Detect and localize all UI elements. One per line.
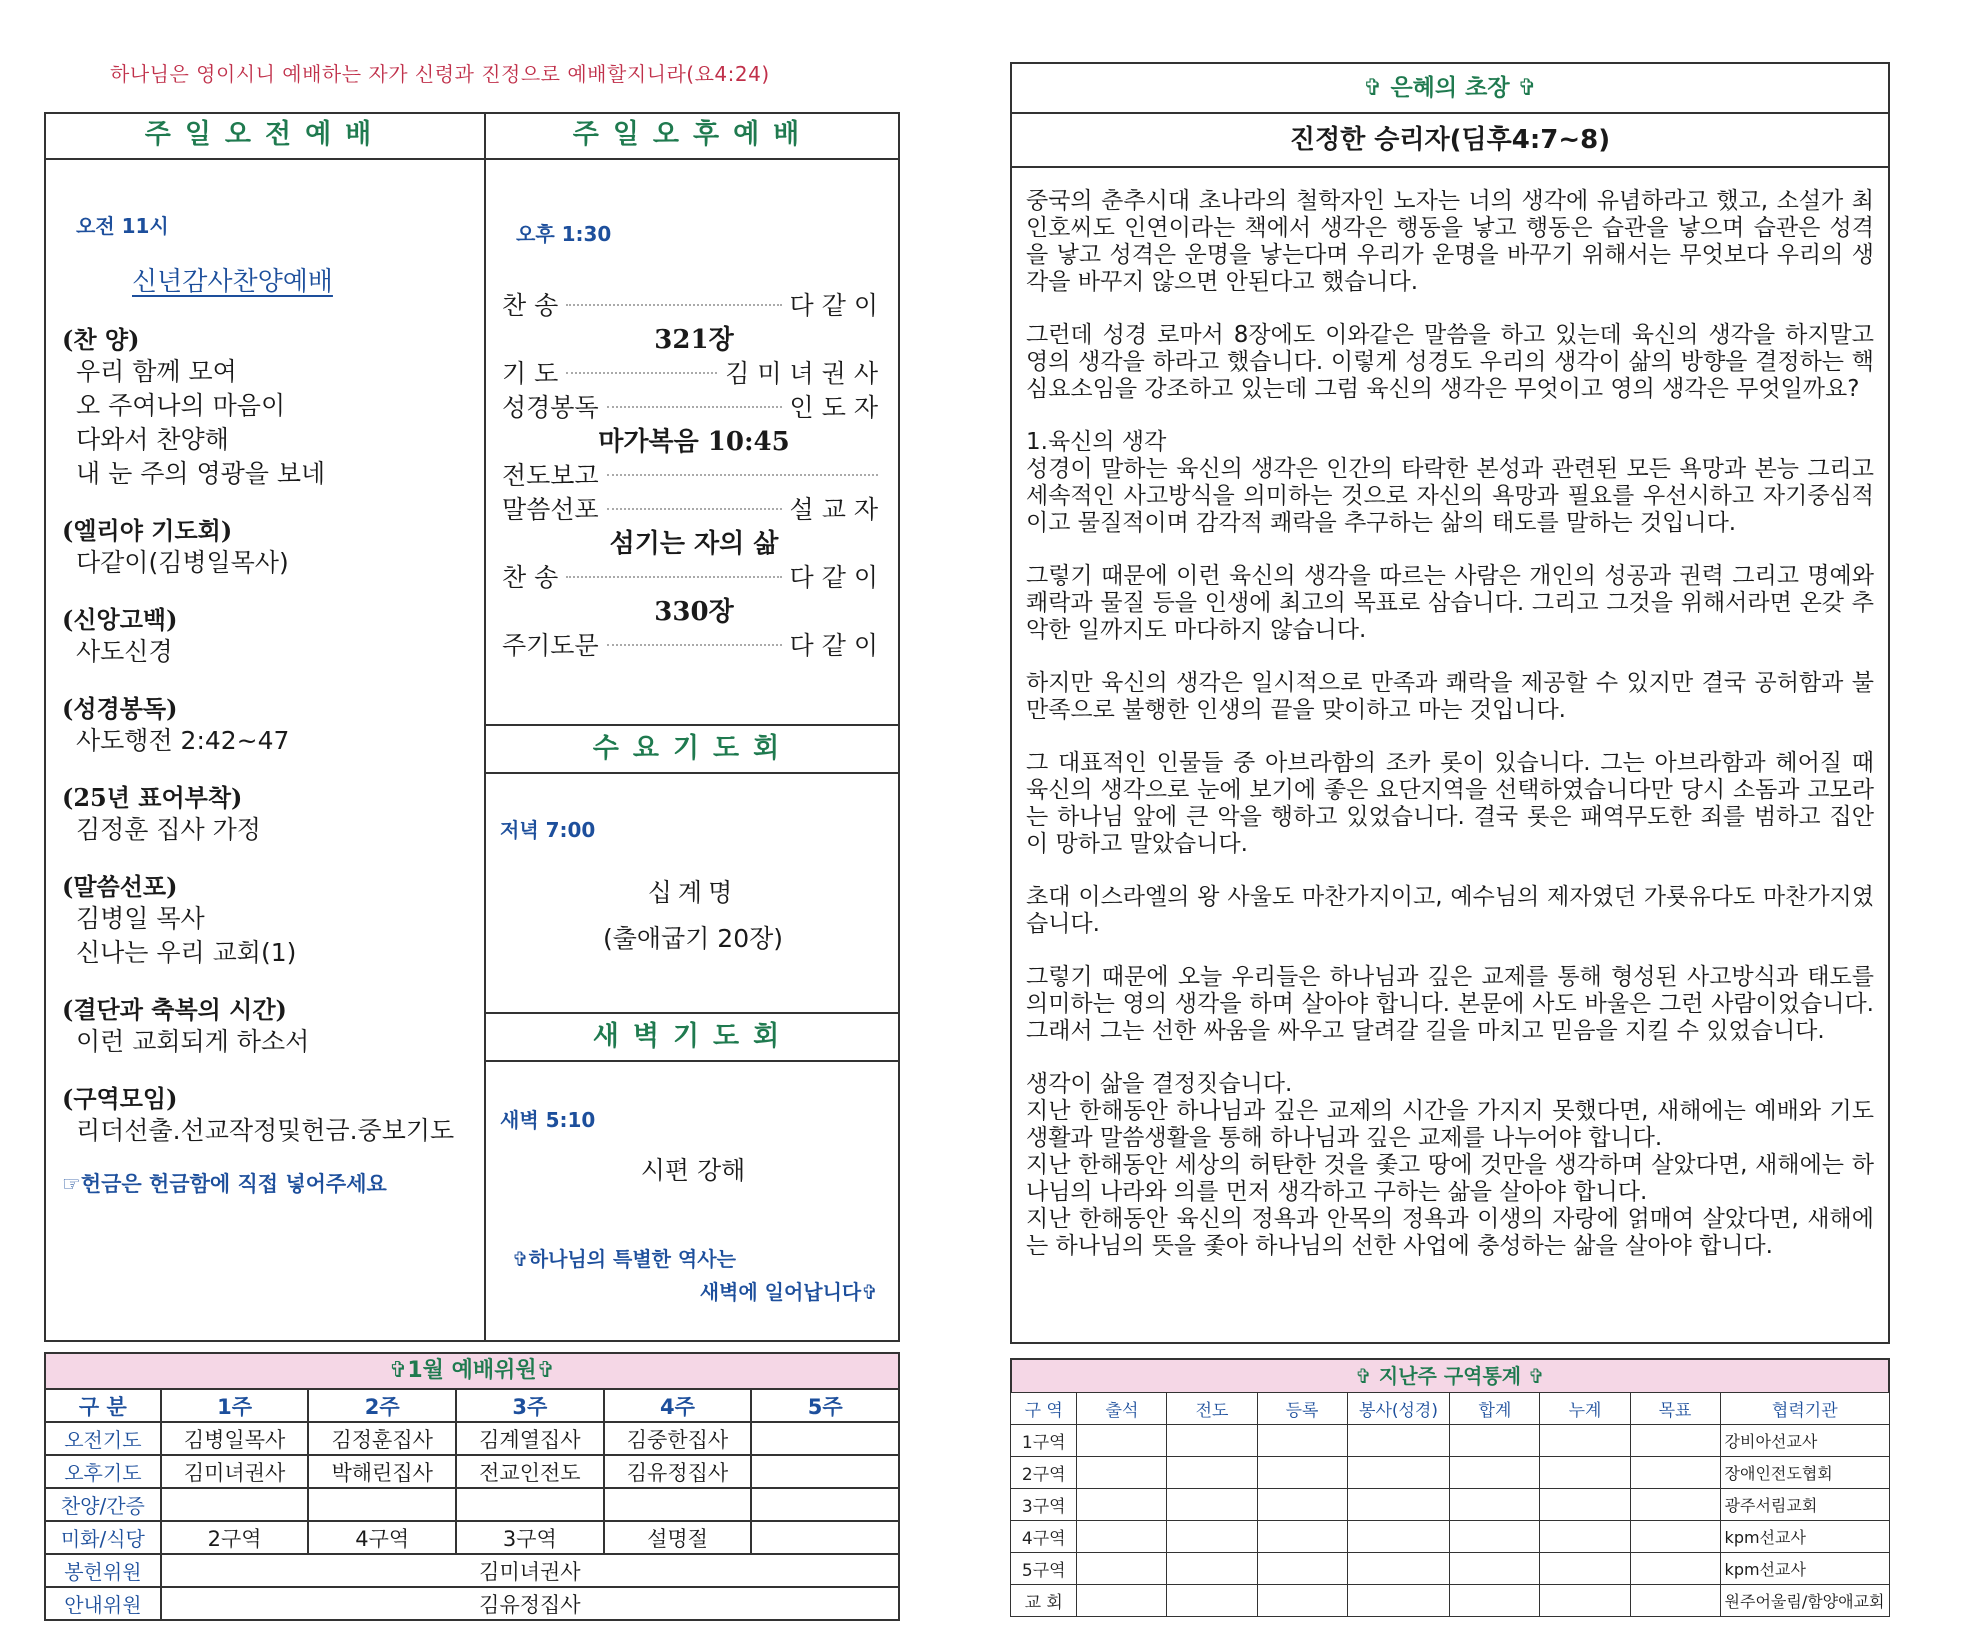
stats-cell [1167, 1489, 1257, 1521]
program-item-label: 주기도문 [502, 631, 599, 660]
duty-row [45, 1488, 899, 1521]
afternoon-service-title: 주일오후예배 [486, 114, 900, 160]
stats-cell [1077, 1521, 1167, 1553]
program-row [502, 561, 886, 595]
duty-cell: 김계열집사 [456, 1422, 604, 1455]
article-paragraph: 1.육신의 생각 성경이 말하는 육신의 생각은 인간의 타락한 본성과 관련된 모든 욕망과 본능 그리고 세속적인 사고방식을 의미하는 것으로 자신의 욕망과 필요를 우선시하고 자기중심적이고 물질적이며 감각적 쾌락을 추구하는 삶의 태도를 말하는 것입니다. [1026, 429, 1874, 536]
dotted-leader [607, 508, 782, 510]
program-row [502, 459, 886, 493]
duty-row-label: 오후기도 [45, 1455, 161, 1488]
morning-service-title: 주일오전예배 [46, 114, 484, 160]
stats-cell [1630, 1489, 1720, 1521]
duty-cell [751, 1422, 899, 1455]
stats-cell [1540, 1489, 1630, 1521]
duty-table [44, 1388, 900, 1621]
duty-row-label: 안내위원 [45, 1587, 161, 1620]
stats-cell [1077, 1425, 1167, 1457]
stats-row-label: 1구역 [1011, 1425, 1077, 1457]
section-line: 우리 함께 모여 [76, 357, 237, 386]
stats-cell [1347, 1521, 1450, 1553]
stats-header-cell: 목표 [1630, 1393, 1720, 1425]
section-heading: (말씀선포) [62, 872, 178, 901]
stats-cell [1630, 1585, 1720, 1617]
program-section [62, 990, 480, 1059]
duty-cell: 김병일목사 [161, 1422, 309, 1455]
stats-title: ✞ 지난주 구역통계 ✞ [1010, 1358, 1890, 1392]
section-line: 리더선출.선교작정및헌금.중보기도 [76, 1116, 455, 1145]
stats-cell [1347, 1457, 1450, 1489]
stats-cell [1540, 1521, 1630, 1553]
program-row [502, 357, 886, 391]
article-paragraph: 중국의 춘추시대 초나라의 철학자인 노자는 너의 생각에 유념하라고 했고, 소설가 최인호씨도 인연이라는 책에서 생각은 행동을 낳고 행동은 습관을 낳으며 습관은 성격을 낳고 성격은 운명을 낳는다며 우리가 운명을 바꾸기 위해서는 무엇보다 우리의 생각을 바꾸지 않으면 안된다고 했습니다. [1026, 188, 1874, 295]
stats-header-cell: 협력기관 [1720, 1393, 1889, 1425]
program-section [62, 778, 480, 847]
program-item-label: 찬 송 [502, 563, 559, 592]
stats-row-label: 2구역 [1011, 1457, 1077, 1489]
program-item-value: 김미녀권사 [725, 359, 886, 388]
stats-header-cell: 등록 [1257, 1393, 1347, 1425]
morning-program [62, 320, 480, 1148]
section-heading: (찬 양) [62, 325, 140, 354]
stats-row-label: 3구역 [1011, 1489, 1077, 1521]
district-stats [1010, 1358, 1890, 1617]
section-heading: (신앙고백) [62, 605, 178, 634]
morning-event: 신년감사찬양예배 [132, 267, 333, 297]
program-item-value: 설교자 [789, 495, 886, 524]
stats-header-cell: 전도 [1167, 1393, 1257, 1425]
morning-service [62, 160, 480, 1198]
dotted-leader [566, 372, 717, 374]
stats-table [1010, 1392, 1890, 1617]
program-row [502, 289, 886, 323]
section-line: 사도행전 2:42~47 [76, 726, 290, 755]
article-paragraph: 초대 이스라엘의 왕 사울도 마찬가지이고, 예수님의 제자였던 가룟유다도 마찬가지였습니다. [1026, 884, 1874, 937]
program-item-label: 성경봉독 [502, 393, 599, 422]
stats-row [1011, 1585, 1890, 1617]
stats-header-cell: 구 역 [1011, 1393, 1077, 1425]
stats-cell [1630, 1457, 1720, 1489]
section-heading: (엘리야 기도회) [62, 516, 233, 545]
stats-cell [1450, 1553, 1540, 1585]
stats-cell [1077, 1585, 1167, 1617]
program-highlight: 섬기는 자의 삶 [609, 529, 779, 559]
wednesday-line2: (출애굽기 20장) [602, 924, 783, 953]
stats-cell [1257, 1521, 1347, 1553]
program-row [502, 493, 886, 527]
program-highlight: 330장 [654, 597, 734, 627]
program-item-label: 찬 송 [502, 291, 559, 320]
program-item-label: 전도보고 [502, 461, 599, 490]
stats-cell [1347, 1489, 1450, 1521]
stats-cell [1077, 1553, 1167, 1585]
stats-row [1011, 1457, 1890, 1489]
article-paragraph: 그렇기 때문에 이런 육신의 생각을 따르는 사람은 개인의 성공과 권력 그리고 명예와 쾌락과 물질 등을 인생에 최고의 목표로 삼습니다. 그리고 그것을 위해서라면 온갖 추악한 일까지도 마다하지 않습니다. [1026, 563, 1874, 643]
stats-cell [1450, 1489, 1540, 1521]
stats-cell [1257, 1457, 1347, 1489]
duty-merged-cell: 김미녀권사 [161, 1554, 899, 1587]
grace-header: ✞ 은혜의 초장 ✞ [1012, 64, 1888, 114]
dotted-leader [607, 644, 782, 646]
dawn-line1: 시편 강해 [640, 1156, 746, 1185]
stats-org-cell: kpm선교사 [1720, 1553, 1889, 1585]
stats-org-cell: 장애인전도협회 [1720, 1457, 1889, 1489]
stats-header-cell: 누계 [1540, 1393, 1630, 1425]
wednesday-title: 수요기도회 [486, 726, 900, 774]
grace-article [1012, 168, 1888, 1260]
stats-cell [1450, 1425, 1540, 1457]
stats-cell [1077, 1457, 1167, 1489]
duty-cell: 김중한집사 [604, 1422, 752, 1455]
section-line: 오 주여나의 마음이 [76, 391, 286, 420]
duty-cell: 박해린집사 [308, 1455, 456, 1488]
duty-header-row [45, 1389, 899, 1422]
stats-cell [1630, 1553, 1720, 1585]
duty-cell: 김미녀권사 [161, 1455, 309, 1488]
program-row [502, 391, 886, 425]
stats-row-label: 5구역 [1011, 1553, 1077, 1585]
stats-cell [1167, 1585, 1257, 1617]
program-item-value: 다같이 [789, 631, 886, 660]
duty-row-label: 찬양/간증 [45, 1488, 161, 1521]
stats-cell [1257, 1553, 1347, 1585]
stats-org-cell: kpm선교사 [1720, 1521, 1889, 1553]
stats-org-cell: 원주어울림/함양애교회 [1720, 1585, 1889, 1617]
duty-merged-cell: 김유정집사 [161, 1587, 899, 1620]
article-paragraph: 그런데 성경 로마서 8장에도 이와같은 말씀을 하고 있는데 육신의 생각을 하지말고 영의 생각을 하라고 했습니다. 이렇게 성경도 우리의 생각이 삶의 방향을 결정하는 핵심요소임을 강조하고 있는데 그럼 육신의 생각은 무엇이고 영의 생각은 무엇일까요? [1026, 322, 1874, 402]
duty-header-cell: 1주 [161, 1389, 309, 1422]
wednesday-time: 저녁 7:00 [500, 818, 596, 842]
dotted-leader [607, 474, 878, 476]
afternoon-service [502, 160, 886, 663]
duty-cell: 3구역 [456, 1521, 604, 1554]
duty-cell [604, 1488, 752, 1521]
duty-cell: 김유정집사 [604, 1455, 752, 1488]
program-section [62, 511, 480, 580]
article-paragraph: 하지만 육신의 생각은 일시적으로 만족과 쾌락을 제공할 수 있지만 결국 공허함과 불만족으로 불행한 인생의 끝을 맞이하고 마는 것입니다. [1026, 670, 1874, 723]
grace-title: 진정한 승리자(딤후4:7~8) [1012, 114, 1888, 168]
stats-org-cell: 강비아선교사 [1720, 1425, 1889, 1457]
duty-header-cell: 4주 [604, 1389, 752, 1422]
stats-cell [1347, 1585, 1450, 1617]
article-paragraph: 그 대표적인 인물들 중 아브라함의 조카 롯이 있습니다. 그는 아브라함과 헤어질 때 육신의 생각으로 눈에 보기에 좋은 요단지역을 선택하였습니다만 당시 소돔과 고모라는 하나님 앞에 큰 악을 행하고 있었습니다. 결국 롯은 패역무도한 죄를 범하고 집안이 망하고 말았습니다. [1026, 750, 1874, 857]
afternoon-time: 오후 1:30 [516, 222, 612, 246]
section-heading: (구역모임) [62, 1084, 178, 1113]
duty-header-cell: 5주 [751, 1389, 899, 1422]
duty-row-usher [45, 1587, 899, 1620]
duty-cell: 김정훈집사 [308, 1422, 456, 1455]
dawn-note2: 새벽에 일어납니다✞ [699, 1280, 878, 1304]
stats-cell [1540, 1553, 1630, 1585]
duty-cell: 설명절 [604, 1521, 752, 1554]
stats-row [1011, 1521, 1890, 1553]
duty-cell: 전교인전도 [456, 1455, 604, 1488]
stats-org-cell: 광주서림교회 [1720, 1489, 1889, 1521]
stats-row-label: 교 회 [1011, 1585, 1077, 1617]
stats-cell [1257, 1585, 1347, 1617]
stats-cell [1630, 1425, 1720, 1457]
section-line: 이런 교회되게 하소서 [76, 1027, 310, 1056]
duty-cell [161, 1488, 309, 1521]
program-section [62, 867, 480, 970]
program-item-label: 말씀선포 [502, 495, 599, 524]
offering-note: ☞헌금은 헌금함에 직접 넣어주세요 [62, 1172, 387, 1196]
section-line: 신나는 우리 교회(1) [76, 938, 297, 967]
stats-cell [1257, 1425, 1347, 1457]
duty-cell: 2구역 [161, 1521, 309, 1554]
stats-cell [1167, 1521, 1257, 1553]
stats-header-cell: 봉사(성경) [1347, 1393, 1450, 1425]
program-item-value: 다같이 [789, 563, 886, 592]
stats-row [1011, 1489, 1890, 1521]
stats-cell [1450, 1457, 1540, 1489]
wednesday-line1: 십계명 [647, 878, 739, 907]
stats-cell [1167, 1425, 1257, 1457]
section-line: 김정훈 집사 가정 [76, 815, 261, 844]
section-heading: (25년 표어부착) [62, 783, 243, 812]
stats-cell [1257, 1489, 1347, 1521]
stats-cell [1347, 1425, 1450, 1457]
duty-cell: 4구역 [308, 1521, 456, 1554]
section-heading: (결단과 축복의 시간) [62, 995, 287, 1024]
duty-header-cell: 2주 [308, 1389, 456, 1422]
program-highlight: 321장 [654, 325, 734, 355]
section-line: 다와서 찬양해 [76, 425, 229, 454]
stats-cell [1167, 1457, 1257, 1489]
duty-roster [44, 1352, 900, 1621]
stats-cell [1540, 1585, 1630, 1617]
stats-cell [1630, 1521, 1720, 1553]
duty-row [45, 1422, 899, 1455]
duty-cell [751, 1488, 899, 1521]
stats-row [1011, 1425, 1890, 1457]
program-section [62, 689, 480, 758]
duty-header-cell: 구 분 [45, 1389, 161, 1422]
afternoon-program [502, 289, 886, 663]
duty-cell [456, 1488, 604, 1521]
stats-cell [1167, 1553, 1257, 1585]
grace-panel [1010, 62, 1890, 1344]
duty-cell [751, 1521, 899, 1554]
stats-header-row [1011, 1393, 1890, 1425]
header-verse: 하나님은 영이시니 예배하는 자가 신령과 진정으로 예배할지니라(요4:24) [110, 62, 770, 86]
section-line: 다같이(김병일목사) [76, 548, 289, 577]
section-line: 사도신경 [76, 637, 173, 666]
article-paragraph: 생각이 삶을 결정짓습니다. 지난 한해동안 하나님과 깊은 교제의 시간을 가지지 못했다면, 새해에는 예배와 기도생활과 말씀생활을 통해 하나님과 깊은 교제를 나누어야 합니다. 지난 한해동안 세상의 허탄한 것을 좇고 땅에 것만을 생각하며 살았다면, 새해에는 하나님의 나라와 의를 먼저 생각하고 구하는 삶을 살아야 합니다. 지난 한해동안 육신의 정욕과 안목의 정욕과 이생의 자랑에 얽매여 살았다면, 새해에는 하나님의 뜻을 좇아 하나님의 선한 사업에 충성하는 삶을 살아야 합니다. [1026, 1071, 1874, 1259]
program-item-value: 다같이 [789, 291, 886, 320]
duty-row-offering [45, 1554, 899, 1587]
services-panel [44, 112, 900, 1342]
dotted-leader [566, 576, 781, 578]
section-heading: (성경봉독) [62, 694, 178, 723]
program-section [62, 600, 480, 669]
dawn-note1: ✞하나님의 특별한 역사는 [512, 1247, 736, 1271]
duty-header-cell: 3주 [456, 1389, 604, 1422]
dawn-title: 새벽기도회 [486, 1014, 900, 1062]
duty-title: ✞1월 예배위원✞ [44, 1352, 900, 1388]
stats-cell [1450, 1521, 1540, 1553]
stats-cell [1347, 1553, 1450, 1585]
stats-row [1011, 1553, 1890, 1585]
duty-row-label: 오전기도 [45, 1422, 161, 1455]
dawn-service [486, 1062, 900, 1305]
stats-cell [1540, 1457, 1630, 1489]
dotted-leader [566, 304, 781, 306]
program-section [62, 1079, 480, 1148]
program-item-label: 기 도 [502, 359, 559, 388]
duty-row-label: 봉헌위원 [45, 1554, 161, 1587]
program-section [62, 320, 480, 491]
program-row [502, 629, 886, 663]
stats-header-cell: 출석 [1077, 1393, 1167, 1425]
dotted-leader [607, 406, 782, 408]
article-paragraph: 그렇기 때문에 오늘 우리들은 하나님과 깊은 교제를 통해 형성된 사고방식과 태도를 의미하는 영의 생각을 하며 살아야 합니다. 본문에 사도 바울은 그런 사람이었습니다. 그래서 그는 선한 싸움을 싸우고 달려갈 길을 마치고 믿음을 지킬 수 있었습니다. [1026, 964, 1874, 1044]
stats-cell [1450, 1585, 1540, 1617]
duty-cell [308, 1488, 456, 1521]
duty-row [45, 1455, 899, 1488]
section-line: 김병일 목사 [76, 904, 205, 933]
section-line: 내 눈 주의 영광을 보네 [76, 459, 326, 488]
program-highlight: 마가복음 10:45 [598, 427, 790, 457]
morning-time: 오전 11시 [76, 214, 169, 238]
wednesday-service [486, 774, 900, 955]
stats-row-label: 4구역 [1011, 1521, 1077, 1553]
duty-row [45, 1521, 899, 1554]
stats-header-cell: 합계 [1450, 1393, 1540, 1425]
duty-cell [751, 1455, 899, 1488]
stats-cell [1540, 1425, 1630, 1457]
dawn-time: 새벽 5:10 [500, 1108, 596, 1132]
duty-row-label: 미화/식당 [45, 1521, 161, 1554]
stats-cell [1077, 1489, 1167, 1521]
program-item-value: 인도자 [789, 393, 886, 422]
